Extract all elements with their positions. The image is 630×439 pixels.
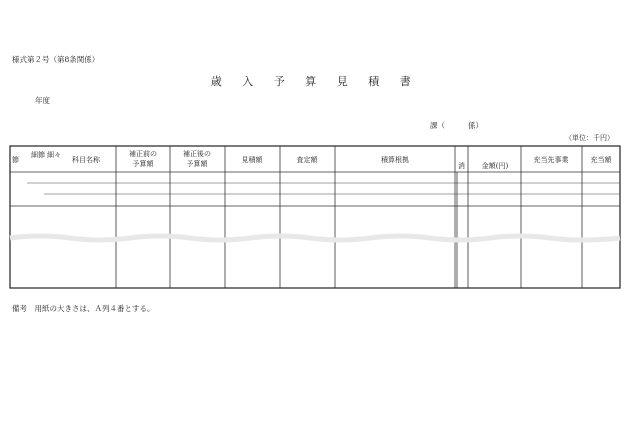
scan-band [10, 236, 620, 240]
section-label: 課（ [430, 121, 445, 130]
section-close-label: 係） [468, 121, 483, 130]
header-mitsumori: 見積額 [241, 156, 263, 164]
header-hosei-go-2: 予算額 [186, 160, 208, 168]
remarks-note: 備考 用紙の大きさは、Ａ列４番とする。 [12, 304, 155, 313]
header-juto-gaku: 充当額 [590, 156, 612, 164]
header-saisetsu: 細節 [31, 151, 45, 159]
header-kamoku: 科目名称 [72, 156, 100, 164]
header-setsu: 節 [12, 156, 19, 164]
form-number: 様式第２号（第8条関係） [12, 55, 100, 64]
table-border [10, 146, 620, 288]
document-title: 歳 入 予 算 見 積 書 [210, 75, 420, 88]
header-kingaku: 金額(円) [481, 162, 509, 170]
fiscal-year-label: 年度 [35, 96, 50, 105]
header-hosei-mae-1: 補正前の [129, 150, 157, 158]
unit-note: （単位：千円） [565, 134, 614, 142]
header-juto-saki: 充当先事業 [533, 156, 569, 164]
header-hosei-go-1: 補正後の [183, 150, 211, 158]
header-satei: 査定額 [296, 156, 318, 164]
header-kesu: 消 [458, 162, 465, 170]
header-hosei-mae-2: 予算額 [132, 160, 154, 168]
header-saisaisetsu: 細々 [47, 151, 61, 159]
header-sekisan: 積算根拠 [381, 156, 409, 164]
